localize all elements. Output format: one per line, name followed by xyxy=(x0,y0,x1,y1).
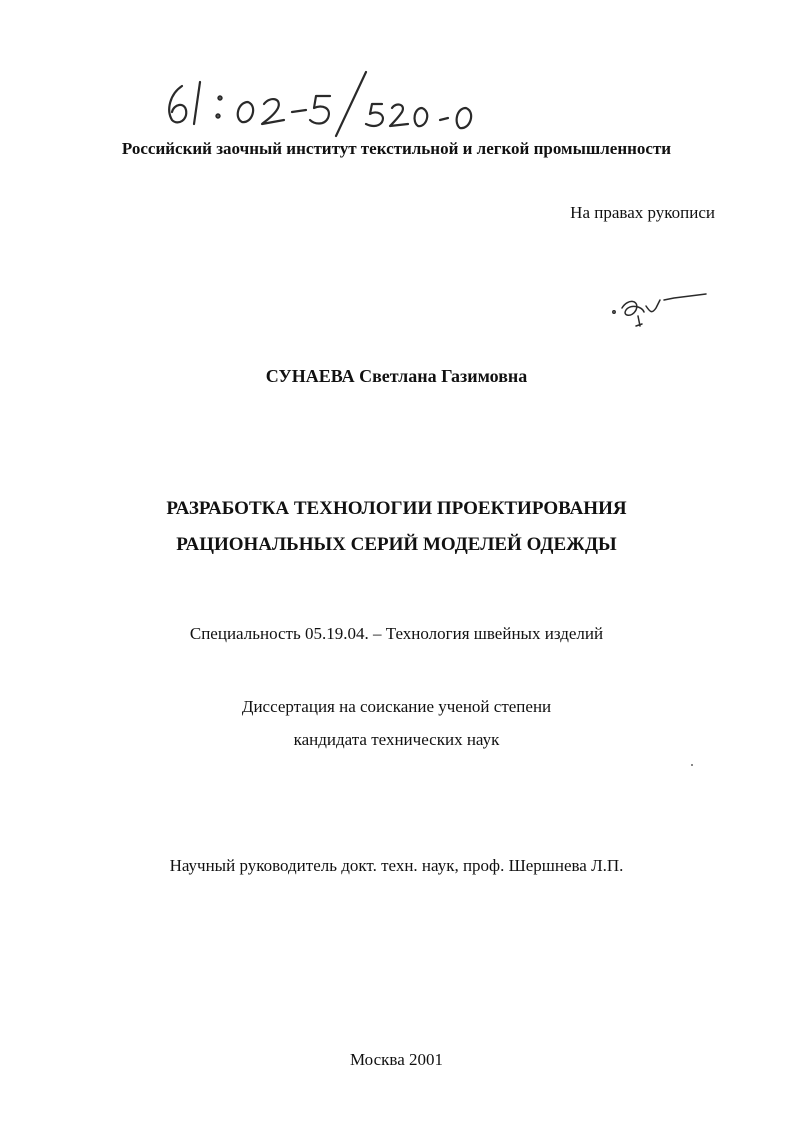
handwritten-archive-code xyxy=(160,68,540,138)
title-line-2: РАЦИОНАЛЬНЫХ СЕРИЙ МОДЕЛЕЙ ОДЕЖДЫ xyxy=(176,534,617,555)
author-name: СУНАЕВА Светлана Газимовна xyxy=(265,366,528,386)
degree-line-1: Диссертация на соискание ученой степени xyxy=(241,697,552,716)
scan-speck xyxy=(691,764,693,766)
signature xyxy=(602,286,712,336)
dissertation-title xyxy=(0,491,793,563)
degree-line-2: кандидата технических наук xyxy=(293,730,500,749)
scientific-advisor: Научный руководитель докт. техн. наук, проф. Шершнева Л.П. xyxy=(169,856,624,875)
archive-code-handwriting xyxy=(160,68,540,138)
institution-name: Российский заочный институт текстильной и легкой промышленности xyxy=(121,139,672,158)
manuscript-rights-note: На правах рукописи xyxy=(570,203,715,222)
degree-statement xyxy=(0,690,793,756)
title-line-1: РАЗРАБОТКА ТЕХНОЛОГИИ ПРОЕКТИРОВАНИЯ xyxy=(166,498,627,519)
city-year: Москва 2001 xyxy=(349,1050,444,1069)
specialty: Специальность 05.19.04. – Технология швейных изделий xyxy=(189,624,604,643)
signature-scribble xyxy=(602,286,712,336)
